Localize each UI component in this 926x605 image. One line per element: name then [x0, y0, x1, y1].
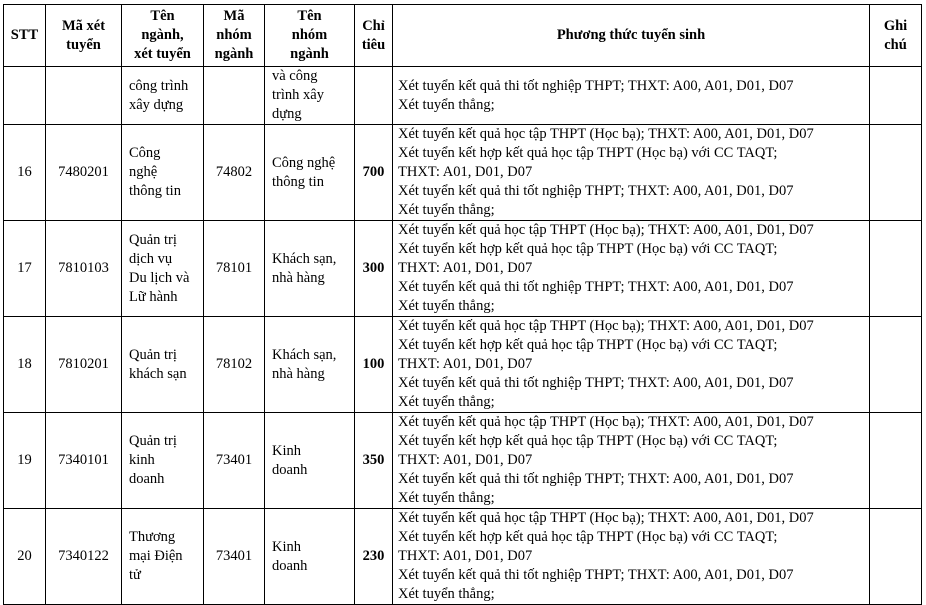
text-line: nhà hàng	[272, 269, 325, 286]
text-line: Tên	[150, 8, 175, 24]
text-line: Xét tuyển kết quả học tập THPT (Học bạ); THXT: A00, A01, D01, D07	[398, 510, 814, 526]
text-line: Lữ hành	[129, 288, 178, 305]
text-line: Kinh	[272, 442, 301, 459]
text-line: Xét tuyển kết quả học tập THPT (Học bạ); THXT: A00, A01, D01, D07	[398, 318, 814, 334]
group-name-cell	[265, 125, 355, 221]
name-cell	[122, 125, 204, 221]
text-line: Xét tuyển thẳng;	[398, 298, 495, 314]
name-cell	[122, 413, 204, 509]
text-line: mại Điện	[129, 548, 183, 564]
text-line: Xét tuyển kết hợp kết quả học tập THPT (Học bạ) với CC TAQT;	[398, 337, 778, 353]
table-row	[4, 509, 922, 605]
quota-cell: 700	[355, 125, 393, 221]
text-line: Thương	[129, 529, 176, 545]
text-line: Công	[129, 145, 161, 161]
text-line: xây dựng	[129, 96, 184, 113]
stt-cell: 16	[4, 125, 46, 221]
text-line: trình xây	[272, 87, 324, 103]
continuation-methods	[393, 67, 870, 125]
continuation-quota	[355, 67, 393, 125]
header-name	[122, 5, 204, 67]
text-line: Mã	[223, 8, 245, 24]
text-line: xét tuyển	[134, 46, 191, 62]
group-name-cell	[265, 413, 355, 509]
methods-cell	[393, 221, 870, 317]
methods-cell	[393, 509, 870, 605]
text-line: nhà hàng	[272, 365, 325, 382]
code-cell: 7810103	[46, 221, 122, 317]
text-line: công trình	[129, 77, 189, 94]
text-line: Xét tuyển thẳng;	[398, 586, 495, 602]
text-line: kinh	[129, 452, 155, 468]
text-line: tuyển	[66, 36, 101, 53]
group-code-cell: 73401	[204, 413, 265, 509]
header-group-code	[204, 5, 265, 67]
code-cell: 7340122	[46, 509, 122, 605]
continuation-note	[870, 67, 922, 125]
text-line: Xét tuyển thẳng;	[398, 394, 495, 410]
text-line: Ghi	[883, 17, 908, 34]
header-methods: Phương thức tuyển sinh	[393, 5, 870, 67]
header-quota	[355, 5, 393, 67]
text-line: dịch vụ	[129, 250, 173, 267]
text-line: Quản trị	[129, 433, 177, 449]
text-line: THXT: A01, D01, D07	[398, 356, 533, 372]
table-row	[4, 413, 922, 509]
methods-cell	[393, 125, 870, 221]
text-line: dựng	[272, 106, 302, 122]
text-line: ngành	[290, 46, 329, 62]
text-line: Xét tuyển kết quả thi tốt nghiệp THPT; THXT: A00, A01, D01, D07	[398, 375, 794, 391]
continuation-row	[4, 67, 922, 125]
note-cell	[870, 221, 922, 317]
group-code-cell: 73401	[204, 509, 265, 605]
text-line: Công nghệ	[272, 154, 336, 171]
text-line: THXT: A01, D01, D07	[398, 164, 533, 180]
header-note	[870, 5, 922, 67]
text-line: Xét tuyển kết quả thi tốt nghiệp THPT; THXT: A00, A01, D01, D07	[398, 279, 794, 295]
header-code	[46, 5, 122, 67]
name-cell	[122, 221, 204, 317]
continuation-name	[122, 67, 204, 125]
text-line: nhóm	[291, 27, 328, 43]
text-line: khách sạn	[129, 365, 187, 382]
methods-cell	[393, 317, 870, 413]
group-name-cell	[265, 317, 355, 413]
text-line: Quản trị	[129, 346, 177, 363]
text-line: ngành	[214, 46, 254, 62]
table-row	[4, 125, 922, 221]
methods-cell	[393, 413, 870, 509]
text-line: doanh	[272, 557, 308, 574]
text-line: Xét tuyển kết quả thi tốt nghiệp THPT; THXT: A00, A01, D01, D07	[398, 471, 794, 487]
continuation-stt	[4, 67, 46, 125]
continuation-group-code	[204, 67, 265, 125]
text-line: Kinh	[272, 538, 301, 555]
text-line: THXT: A01, D01, D07	[398, 548, 533, 564]
table-row	[4, 317, 922, 413]
text-line: Xét tuyển kết hợp kết quả học tập THPT (Học bạ) với CC TAQT;	[398, 241, 778, 257]
text-line: Du lịch và	[129, 269, 190, 286]
header-group-name	[265, 5, 355, 67]
text-line: Mã xét	[61, 17, 106, 34]
name-cell	[122, 317, 204, 413]
text-line: Xét tuyển kết hợp kết quả học tập THPT (Học bạ) với CC TAQT;	[398, 145, 778, 161]
text-line: tử	[129, 567, 141, 583]
stt-cell: 20	[4, 509, 46, 605]
header-stt: STT	[4, 5, 46, 67]
text-line: Xét tuyển kết quả học tập THPT (Học bạ); THXT: A00, A01, D01, D07	[398, 126, 814, 142]
text-line: Xét tuyển thẳng;	[398, 96, 495, 113]
text-line: THXT: A01, D01, D07	[398, 452, 533, 468]
text-line: Xét tuyển kết quả thi tốt nghiệp THPT; THXT: A00, A01, D01, D07	[398, 183, 794, 199]
continuation-code	[46, 67, 122, 125]
text-line: nghệ	[129, 164, 158, 180]
code-cell: 7340101	[46, 413, 122, 509]
group-name-cell	[265, 221, 355, 317]
stt-cell: 19	[4, 413, 46, 509]
text-line: Khách sạn,	[272, 346, 337, 363]
text-line: Xét tuyển thẳng;	[398, 490, 495, 506]
text-line: Xét tuyển kết quả học tập THPT (Học bạ); THXT: A00, A01, D01, D07	[398, 414, 814, 430]
text-line: Khách sạn,	[272, 250, 337, 267]
stt-cell: 17	[4, 221, 46, 317]
text-line: doanh	[272, 461, 308, 478]
text-line: Xét tuyển kết hợp kết quả học tập THPT (Học bạ) với CC TAQT;	[398, 529, 778, 545]
text-line: Xét tuyển kết quả học tập THPT (Học bạ); THXT: A00, A01, D01, D07	[398, 222, 814, 238]
quota-cell: 230	[355, 509, 393, 605]
quota-cell: 350	[355, 413, 393, 509]
continuation-group-name	[265, 67, 355, 125]
text-line: Quản trị	[129, 231, 177, 248]
note-cell	[870, 317, 922, 413]
text-line: thông tin	[272, 173, 324, 190]
table-row	[4, 221, 922, 317]
admissions-table	[3, 4, 922, 605]
text-line: chú	[884, 36, 907, 53]
group-code-cell: 74802	[204, 125, 265, 221]
text-line: nhóm	[216, 27, 252, 43]
group-code-cell: 78102	[204, 317, 265, 413]
text-line: Xét tuyển kết quả thi tốt nghiệp THPT; THXT: A00, A01, D01, D07	[398, 567, 794, 583]
text-line: Xét tuyển kết hợp kết quả học tập THPT (Học bạ) với CC TAQT;	[398, 433, 778, 449]
text-line: THXT: A01, D01, D07	[398, 260, 533, 276]
stt-cell: 18	[4, 317, 46, 413]
note-cell	[870, 413, 922, 509]
code-cell: 7810201	[46, 317, 122, 413]
text-line: doanh	[129, 471, 165, 487]
note-cell	[870, 509, 922, 605]
text-line: và công	[272, 68, 318, 84]
header-row	[4, 5, 922, 67]
code-cell: 7480201	[46, 125, 122, 221]
text-line: Tên	[297, 8, 322, 24]
text-line: thông tin	[129, 183, 181, 199]
note-cell	[870, 125, 922, 221]
group-name-cell	[265, 509, 355, 605]
text-line: Chỉ	[362, 17, 385, 34]
text-line: tiêu	[361, 36, 386, 53]
text-line: Xét tuyển thẳng;	[398, 202, 495, 218]
quota-cell: 100	[355, 317, 393, 413]
quota-cell: 300	[355, 221, 393, 317]
group-code-cell: 78101	[204, 221, 265, 317]
text-line: Xét tuyển kết quả thi tốt nghiệp THPT; THXT: A00, A01, D01, D07	[398, 77, 794, 94]
text-line: ngành,	[141, 27, 184, 43]
name-cell	[122, 509, 204, 605]
